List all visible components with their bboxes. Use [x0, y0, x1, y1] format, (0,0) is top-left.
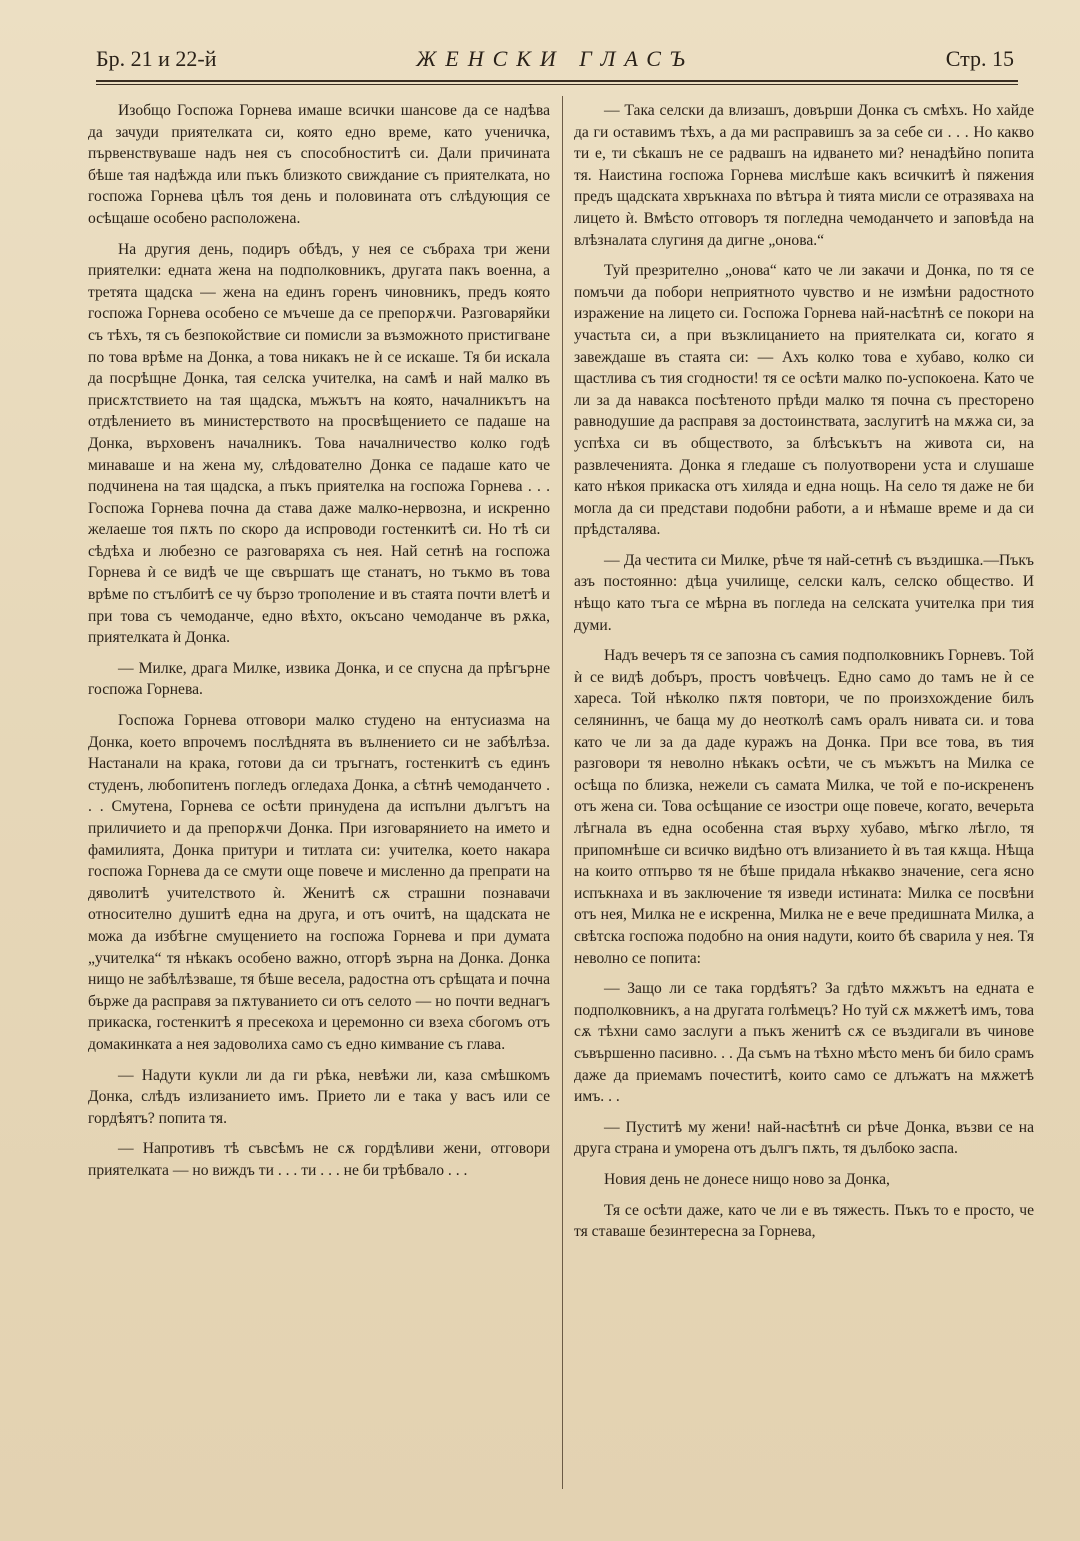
paragraph: — Така селски да влизашъ, довърши Донка съ смѣхъ. Но хайде да ги оставимъ тѣхъ, а да ми расправишъ за за себе си . . . Но какво ти е, ти сѣкашъ не се радвашъ на идването ми? ненадѣйно попита тя. Наистина госпожа Горнева мислѣше какъ всичкитѣ ѝ пяжения предъ щадската хвръкнаха по вѣтъра ѝ тията мисли се отразяваха на лицето ѝ. Вмѣсто отговоръ тя погледна чемоданчето и заповѣда на влѣзналата слугиня да дигне „онова.“ [574, 102, 1034, 249]
page-header [96, 42, 1014, 78]
paragraph: Туй презрително „онова“ като че ли закачи и Донка, по тя се помъчи да побори неприятното чувство и не измѣни радостното изражение на лицето си. Госпожа Горнева най-насѣтнѣ се покори на участьта си, а при възклицанието на приятелката си, когато я завеждаше въ стаята си: — Ахъ колко това е хубаво, колко си щастлива съ тия сгодности! тя се осѣти малко по-успокоена. Като че ли за да навакса посѣтеното прѣди малко тя почна съ престорено равнодушие да расправя за достоинствата, заслугитѣ на мѫжа си, за успѣха си въ обществото, за блѣсъкътъ на живота си, на развлеченията. Донка я гледаше съ полуотворени уста и слушаше като нѣкоя прикаска отъ хиляда и една нощь. На село тя даже не би могла да си представи подобни работи, а и нѣмаше време и да си прѣдсталява. [574, 262, 1034, 539]
paragraph: Надъ вечеръ тя се запозна съ самия подполковникъ Горневъ. Той ѝ се видѣ добъръ, простъ човѣчецъ. Едно само до тамъ не ѝ се хареса. Той нѣколко пѫтя повтори, че по произхождение билъ селяниннъ, че баща му до неотколѣ самъ оралъ нивата си. и това като че ли за да даде куражъ на Донка. При все това, въ тия разговори тя неволно нѣкакъ осѣти, че съ мъжътъ на Милка се осѣща по близка, нежели съ самата Милка, че той е по-искрененъ отъ жена си. Това осѣщание се изостри още повече, когато, вечерьта лѣгнала въ една особенна стая върху хубаво, мѣгко лѣгло, тя припомнѣше си всичко видѣно отъ влизанието ѝ въ тая кѫща. Нѣща на които отпърво тя не бѣше придала нѣкакво значение, сега ясно испъкнаха и въ заключение тя изведи истината: Милка се посвѣни отъ нея, Милка не е искренна, Милка не е вече предишната Милка, а свѣтска госпожа подобно на ония надути, които бѣ сварила у нея. Тя неволно се попита: [574, 647, 1034, 967]
newspaper-title: ЖЕНСКИ ГЛАСЪ [416, 46, 694, 71]
paragraph: — Пуститѣ му жени! най-насѣтнѣ си рѣче Донка, възви се на друга страна и уморена отъ дългъ пѫть, тя дълбоко заспа. [574, 1118, 1034, 1158]
column-divider [562, 96, 563, 1489]
paragraph: — Да честита си Милке, рѣче тя най-сетнѣ съ въздишка.—Пъкъ азъ постоянно: дѣца училище, селски калъ, селско общество. И нѣщо като тъга се мѣрна въ погледа на селската учителка при тия думи. [574, 551, 1034, 634]
page-number: Стр. 15 [945, 46, 1014, 71]
paragraph: — Напротивъ тѣ съвсѣмъ не сѫ гордѣливи жени, отговори приятелката — но виждъ ти . . . ти . . . не би трѣбвало . . . [88, 1140, 550, 1179]
paragraph: Госпожа Горнева отговори малко студено на ентусиазма на Донка, което впрочемъ послѣднята въ вълнението си не забѣлѣза. Настанали на крака, готови да си тръгнатъ, гостенкитѣ съ единъ студенъ, любопитенъ погледъ огледаха Донка, а сѣтнѣ чемоданчето . . . Смутена, Горнева се осѣти принудена да испълни дългътъ на приличието и да препорѫчи Донка. При изговарянието на името и фамилията, Донка притури и титлата си: учителка, което накара госпожа Горнева да се смути още повече и мисленно да препрати на дяволитѣ учителството ѝ. Женитѣ сѫ страшни познавачи относително душитѣ една на друга, и отъ очитѣ, на щадската не можа да избѣгне смущението на госпожа Горнева и при думата „учителка“ тя нѣкакъ особено важно, отгорѣ зърна на Донка. Донка нищо не забѣлѣзваше, тя бѣше весела, радостна отъ срѣщата и почна бърже да расправя за пѫтуванието си отъ селото — но почти веднагъ прикаска, гостенкитѣ я пресекоха и церемонно си взеха сбогомъ отъ домакинката а нея задоволиха само съ едно кимвание съ глава. [88, 712, 550, 1053]
paragraph: Новия день не донесе нищо ново за Донка, [604, 1170, 890, 1188]
issue-number: Бр. 21 и 22-й [96, 46, 217, 71]
right-column [574, 100, 1034, 1252]
paragraph: На другия день, подиръ обѣдъ, у нея се събраха три жени приятелки: едната жена на подполковникъ, другата пакъ военна, а третята щадска — жена на единъ горенъ чиновникъ, предъ която госпожа Горнева особено се мъчеше да се препорѫчи. Разговаряйки съ тѣхъ, тя съ безпокойствие си помисли за възможното пристигване по това врѣме на Донка, а това никакъ не ѝ се искаше. Тя би искала да посрѣщне Донка, тая селска учителка, на самѣ и най малко въ присѫтствието на тая щадска, мъжътъ на която, началникътъ на отдѣлението въ министерството на просвѣщението се падаше на Донка, върховенъ началникъ. Това началничество колко годѣ минаваше и на жена му, слѣдователно Донка се падаше като че подчинена на тая щадска, а пъкъ приятелка на госпожа Горнева . . . Госпожа Горнева почна да става даже малко-нервозна, и искренно желаеше тоя пѫть по скоро да испроводи гостенкитѣ си. Но тѣ си сѣдѣха и любезно се разговаряха съ нея. Най сетнѣ на госпожа Горнева ѝ се видѣ че ще свършатъ ще станатъ, но тъкмо въ това врѣме по стълбитѣ се чу бързо трополение и въ стаята почти влетѣ и при това съ чемоданче, едно вѣхто, окъсано чемоданче въ рѫка, приятелката ѝ Донка. [88, 240, 550, 647]
left-column [88, 100, 550, 1191]
paragraph: Тя се осѣти даже, като че ли е въ тяжесть. Пъкъ то е просто, че тя ставаше безинтересна за Горнева, [574, 1201, 1034, 1241]
header-rule [96, 80, 1018, 82]
paragraph: — Надути кукли ли да ги рѣка, невѣжи ли, каза смѣшкомъ Донка, слѣдъ излизанието имъ. Прието ли е така у васъ или се гордѣятъ? попита тя. [88, 1066, 550, 1127]
paragraph: — Защо ли се така гордѣятъ? За гдѣто мѫжътъ на едната е подполковникъ, а на другата голѣмецъ? Но туй сѫ мѫжетѣ имъ, това сѫ тѣхни само заслуги а пъкъ женитѣ сѫ се въздигали въ чинове съвършенно пасивно. . . Да съмъ на тѣхно мѣсто менъ би било срамъ даже да приемамъ почеститѣ, които само се длъжатъ на мѫжетѣ имъ. . . [574, 980, 1034, 1106]
paragraph: — Милке, драга Милке, извика Донка, и се спусна да прѣгърне госпожа Горнева. [88, 659, 550, 699]
paragraph: Изобщо Госпожа Горнева имаше всички шансове да се надѣва да зачуди приятелката си, която едно време, като ученичка, първенствуваше надъ нея съ способноститѣ си. Дали причината бѣше тая надѣжда или пъкъ близкото свиждание съ приятелката, но госпожа Горнева цѣлъ тоя день и половината отъ слѣдующия се осѣщаше особено расположена. [88, 102, 550, 227]
header-rule-thin [96, 84, 1018, 85]
